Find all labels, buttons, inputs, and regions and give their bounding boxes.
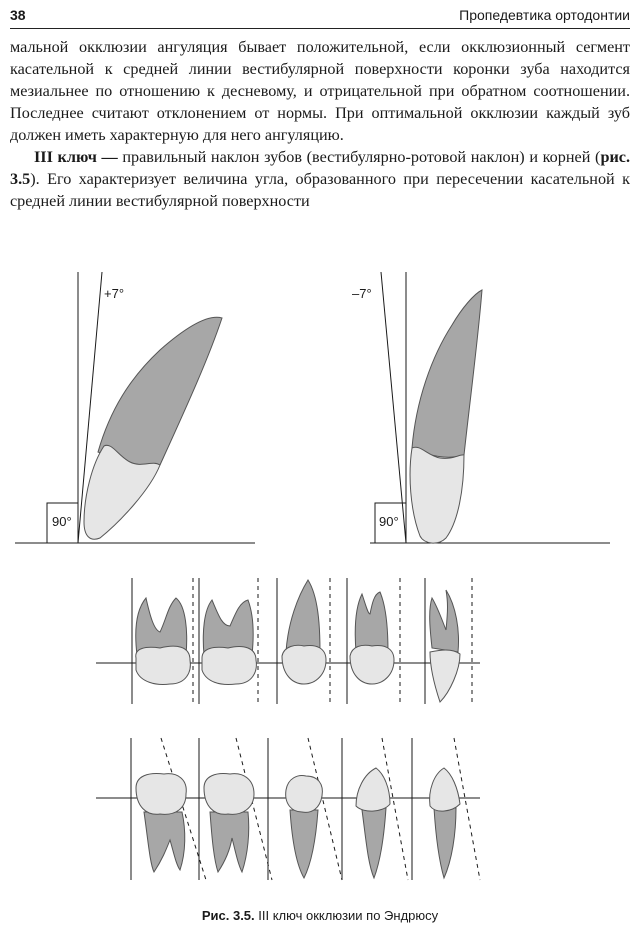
right-root	[412, 290, 482, 457]
left-angle-label: +7°	[104, 286, 125, 301]
left-root	[98, 317, 222, 465]
page-number: 38	[10, 7, 26, 23]
upper-molar-1-crown	[136, 646, 191, 684]
caption-label: Рис. 3.5.	[201, 908, 255, 923]
upper-molar-2-crown	[202, 647, 256, 685]
figure-reference[interactable]: рис. 3.5	[10, 148, 630, 188]
left-tooth-positive	[15, 272, 255, 543]
upper-diagrams	[15, 272, 610, 543]
lower-arch-row	[96, 738, 480, 880]
caption-text: III ключ окклюзии по Эндрюсу	[254, 908, 439, 923]
right-tooth-negative	[352, 272, 610, 543]
figure-3-5	[0, 260, 640, 900]
lower-molar-2-root	[210, 812, 249, 872]
lower-molar-2-crown	[204, 774, 254, 815]
paragraph-2-text-a: правильный наклон зубов (вестибулярно-ротовой наклон) и корней (	[117, 148, 601, 166]
upper-premolar-1-root	[286, 580, 320, 652]
right-angle-label: –7°	[352, 286, 372, 301]
upper-premolar-1-crown	[282, 645, 326, 684]
lower-canine-root	[434, 808, 456, 878]
running-title: Пропедевтика ортодонтии	[459, 7, 630, 23]
left-90-label: 90°	[52, 514, 72, 529]
lower-premolar-2-crown	[356, 768, 390, 811]
upper-premolar-2-crown	[350, 645, 394, 684]
right-tangent-line	[381, 272, 406, 543]
lower-premolar-1-crown	[286, 776, 323, 813]
paragraph-1: мальной окклюзии ангуляция бывает положительной, если окклюзионный сегмент касательной к средней линии вестибулярной поверхности коронки зуба находится мезиальнее по отношению к десневому, и отрицательной при обратном соотношении. Последнее считают отклонением от нормы. При оптимальной окклюзии каждый зуб должен иметь характерную для него ангуляцию.	[10, 38, 630, 144]
lower-molar-1-crown	[136, 774, 186, 815]
right-crown	[410, 447, 464, 543]
key-term: III ключ —	[34, 148, 118, 166]
upper-canine-crown	[430, 650, 460, 702]
paragraph-2	[10, 146, 630, 212]
figure-caption	[0, 908, 640, 923]
upper-arch-row	[96, 578, 480, 704]
lower-premolar-1-root	[290, 810, 318, 878]
right-90-label: 90°	[379, 514, 399, 529]
lower-premolar-2-root	[362, 808, 386, 878]
paragraph-2-text-b: ). Его характеризует величина угла, образованного при пересечении касательной к средней линии вестибулярной поверхности	[10, 170, 630, 210]
page-header	[10, 4, 630, 29]
lower-canine-crown	[430, 768, 460, 811]
lower-molar-1-root	[144, 812, 185, 872]
upper-premolar-2-root	[355, 592, 388, 652]
body-text	[10, 36, 630, 212]
upper-canine-root	[430, 590, 459, 652]
